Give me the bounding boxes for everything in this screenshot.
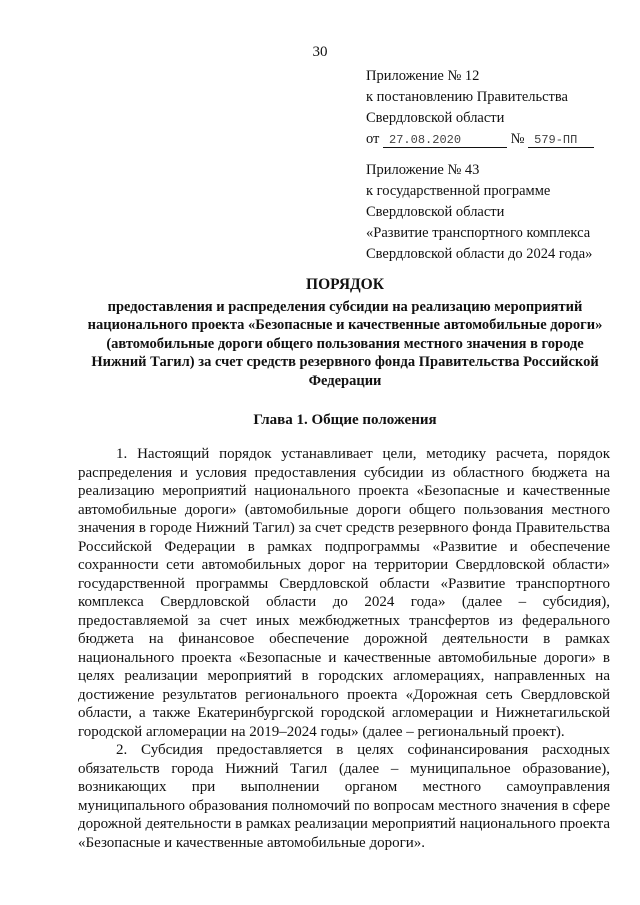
paragraph-2: 2. Субсидия предоставляется в целях софинансирования расходных обязательств города Нижний Тагил (далее – муниципальное образование), возникающих при выполнении органом местного самоуправления муниципального образования полномочий по вопросам местного значения в сфере дорожной деятельности в рамках реализации мероприятий национального проекта «Безопасные и качественные автомобильные дороги». — [78, 742, 610, 851]
title-main: ПОРЯДОК — [306, 276, 384, 293]
appendix-2-line-3: Свердловской области — [366, 204, 505, 220]
from-label: от — [366, 131, 380, 147]
appendix-header-1 — [366, 66, 616, 150]
decree-number: 579-ПП — [528, 133, 594, 148]
appendix-2-line-5: Свердловской области до 2024 года» — [366, 246, 593, 262]
appendix-1-line-3: Свердловской области — [366, 110, 505, 126]
appendix-1-date-line — [366, 129, 616, 150]
document-body — [78, 445, 610, 852]
number-label: № — [510, 131, 525, 147]
appendix-2-line-4: «Развитие транспортного комплекса — [366, 225, 591, 241]
appendix-header-2 — [366, 160, 616, 265]
chapter-heading: Глава 1. Общие положения — [253, 412, 437, 428]
paragraph-1: 1. Настоящий порядок устанавливает цели, методику расчета, порядок распределения и условия предоставления субсидии из областного бюджета на реализацию мероприятий национального проекта «Безопасные и качественные автомобильные дороги» (автомобильные дороги общего пользования местного значения в городе Нижний Тагил) за счет средств резервного фонда Правительства Российской Федерации в рамках подпрограммы «Развитие и обеспечение сохранности сети автомобильных дорог на территории Свердловской области» государственной программы Свердловской области «Развитие транспортного комплекса Свердловской области до 2024 года» (далее – субсидия), предоставляемой за счет иных межбюджетных трансфертов из федерального бюджета на финансовое обеспечение дорожной деятельности в рамках национального проекта «Безопасные и качественные автомобильные дороги» в целях реализации мероприятий в городских агломерациях, направленных на достижение результатов регионального проекта «Дорожная сеть Свердловской области, а также Екатеринбургской городской агломерации и Нижнетагильской городской агломерации на 2019–2024 годы» (далее – региональный проект). — [78, 446, 610, 740]
appendix-2-line-2: к государственной программе — [366, 183, 551, 199]
title-subtitle: предоставления и распределения субсидии на реализацию мероприятий национального проекта «Безопасные и качественные автомобильные дороги» (автомобильные дороги общего пользования местного значения в городе Нижний Тагил) за счет средств резервного фонда Правительства Российской Федерации — [87, 298, 603, 389]
appendix-2-line-1: Приложение № 43 — [366, 162, 480, 178]
appendix-1-line-1: Приложение № 12 — [366, 68, 480, 84]
page-number: 30 — [312, 44, 328, 60]
decree-date: 27.08.2020 — [383, 133, 507, 148]
appendix-1-line-2: к постановлению Правительства — [366, 89, 568, 105]
document-title — [80, 276, 610, 390]
